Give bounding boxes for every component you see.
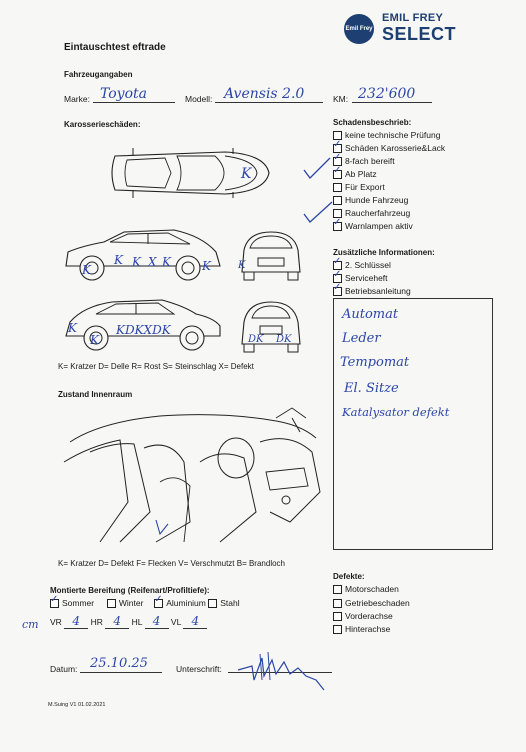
svg-text:K: K: [202, 259, 211, 273]
vl-value: 4: [183, 614, 207, 629]
car-top-view-diagram: [105, 134, 273, 212]
logo-line1: EMIL FREY: [382, 12, 444, 24]
notes-box[interactable]: [333, 298, 493, 550]
svg-text:DK: DK: [276, 334, 292, 345]
defect-checkbox[interactable]: [333, 625, 342, 634]
svg-text:X: X: [148, 255, 157, 269]
defect-checkbox[interactable]: [333, 599, 342, 608]
tire-option-checkbox[interactable]: [208, 599, 217, 608]
damage-item[interactable]: [333, 182, 385, 192]
damage-item[interactable]: [333, 130, 440, 140]
tire-options: [50, 598, 240, 608]
svg-text:K: K: [114, 253, 123, 267]
damage-item-label: Ab Platz: [345, 169, 377, 179]
note-line: Katalysator defekt: [342, 405, 450, 419]
tires-section-title: Montierte Bereifung (Reifenart/Profiltiefe):: [50, 586, 210, 595]
svg-text:K: K: [82, 263, 91, 277]
tire-option-checkbox[interactable]: [154, 599, 163, 608]
damage-item-label: Hunde Fahrzeug: [345, 195, 409, 205]
defect-item-label: Hinterachse: [345, 624, 391, 634]
tire-option-label: Sommer: [62, 598, 95, 608]
vr-label: VR: [50, 617, 62, 627]
body-damage-section-title: Karosserieschäden:: [64, 120, 141, 129]
additional-item-label: Betriebsanleitung: [345, 286, 411, 296]
defect-item-label: Vorderachse: [345, 611, 393, 621]
model-line: [215, 102, 323, 103]
svg-text:KDKXDK: KDKXDK: [116, 323, 171, 337]
defect-item[interactable]: [333, 624, 390, 634]
tire-option-label: Aluminium: [166, 598, 206, 608]
interior-section-title: Zustand Innenraum: [58, 390, 133, 399]
additional-item-label: Serviceheft: [345, 273, 388, 283]
logo-badge-text: Emil Frey: [345, 26, 373, 32]
note-line: Leder: [342, 331, 381, 346]
make-line: [93, 102, 175, 103]
tire-option-label: Winter: [118, 598, 144, 608]
damage-item[interactable]: [333, 208, 410, 218]
additional-item-label: 2. Schlüssel: [345, 260, 391, 270]
handwritten-signature: [232, 640, 332, 702]
page-title: Eintauschtest eftrade: [64, 42, 166, 53]
car-rear-view-diagram: [238, 298, 304, 354]
defect-item[interactable]: [333, 584, 399, 594]
defect-item[interactable]: [333, 598, 410, 608]
damage-item[interactable]: [333, 143, 445, 153]
km-line: [352, 102, 432, 103]
vehicle-section-title: Fahrzeugangaben: [64, 70, 133, 79]
damage-item[interactable]: [333, 156, 395, 166]
additional-item[interactable]: [333, 286, 411, 296]
hl-label: HL: [131, 617, 143, 627]
damage-item[interactable]: [333, 195, 408, 205]
damage-item-label: Raucherfahrzeug: [345, 208, 411, 218]
svg-text:K: K: [241, 166, 252, 182]
svg-text:K: K: [132, 255, 141, 269]
note-line: Automat: [342, 307, 399, 322]
logo-line2: SELECT: [382, 24, 457, 44]
vr-value: 4: [64, 614, 88, 629]
damage-item-label: Schäden Karosserie&Lack: [345, 143, 446, 153]
interior-legend: K= Kratzer D= Defekt F= Flecken V= Verschmutzt B= Brandloch: [58, 559, 285, 568]
additional-item[interactable]: [333, 260, 391, 270]
signature-label: Unterschrift:: [176, 664, 222, 674]
svg-text:DK: DK: [248, 334, 264, 345]
damage-description-section-title: Schadensbeschrieb:: [333, 118, 412, 127]
logo-badge-icon: [344, 14, 374, 44]
additional-info-section-title: Zusätzliche Informationen:: [333, 248, 435, 257]
damage-item[interactable]: [333, 221, 413, 231]
handwritten-check-marks: [300, 140, 340, 240]
date-line: [80, 672, 162, 673]
hr-value: 4: [105, 614, 129, 629]
form-id: M.Suing V1 01.02.2021: [48, 702, 106, 708]
note-line: El. Sitze: [344, 381, 399, 396]
date-value: 25.10.25: [90, 656, 148, 671]
damage-item-label: keine technische Prüfung: [345, 130, 441, 140]
make-value: Toyota: [100, 86, 147, 102]
tire-option-checkbox[interactable]: [107, 599, 116, 608]
vl-label: VL: [170, 617, 181, 627]
defect-checkbox[interactable]: [333, 585, 342, 594]
model-label: Modell:: [185, 94, 213, 104]
car-left-side-diagram: [62, 296, 224, 356]
interior-diagram: [60, 402, 324, 552]
defects-section-title: Defekte:: [333, 572, 365, 581]
defect-item[interactable]: [333, 611, 393, 621]
svg-text:K: K: [68, 321, 77, 335]
make-label: Marke:: [64, 94, 90, 104]
svg-text:K: K: [90, 333, 99, 347]
hr-label: HR: [90, 617, 103, 627]
body-damage-legend: K= Kratzer D= Delle R= Rost S= Steinschlag X= Defekt: [58, 362, 254, 371]
hl-value: 4: [145, 614, 169, 629]
damage-item-label: Warnlampen aktiv: [345, 221, 413, 231]
defect-item-label: Getriebeschaden: [345, 598, 410, 608]
tire-option-label: Stahl: [220, 598, 240, 608]
svg-text:K: K: [162, 255, 171, 269]
car-front-view-diagram: [238, 228, 304, 282]
model-value: Avensis 2.0: [224, 86, 305, 102]
svg-text:K: K: [238, 260, 246, 271]
logo: [344, 12, 456, 48]
km-label: KM:: [333, 94, 349, 104]
defect-item-label: Motorschaden: [345, 584, 399, 594]
note-line: Tempomat: [340, 355, 410, 370]
date-label: Datum:: [50, 664, 78, 674]
km-value: 232'600: [358, 86, 416, 102]
additional-checkbox[interactable]: [333, 287, 342, 296]
defect-checkbox[interactable]: [333, 612, 342, 621]
damage-item-label: 8-fach bereift: [345, 156, 395, 166]
damage-item-label: Für Export: [345, 182, 385, 192]
tire-option-checkbox[interactable]: [50, 599, 59, 608]
car-right-side-diagram: [62, 226, 224, 286]
tire-depth-row: [50, 614, 207, 629]
tire-margin-note: cm: [22, 618, 39, 631]
